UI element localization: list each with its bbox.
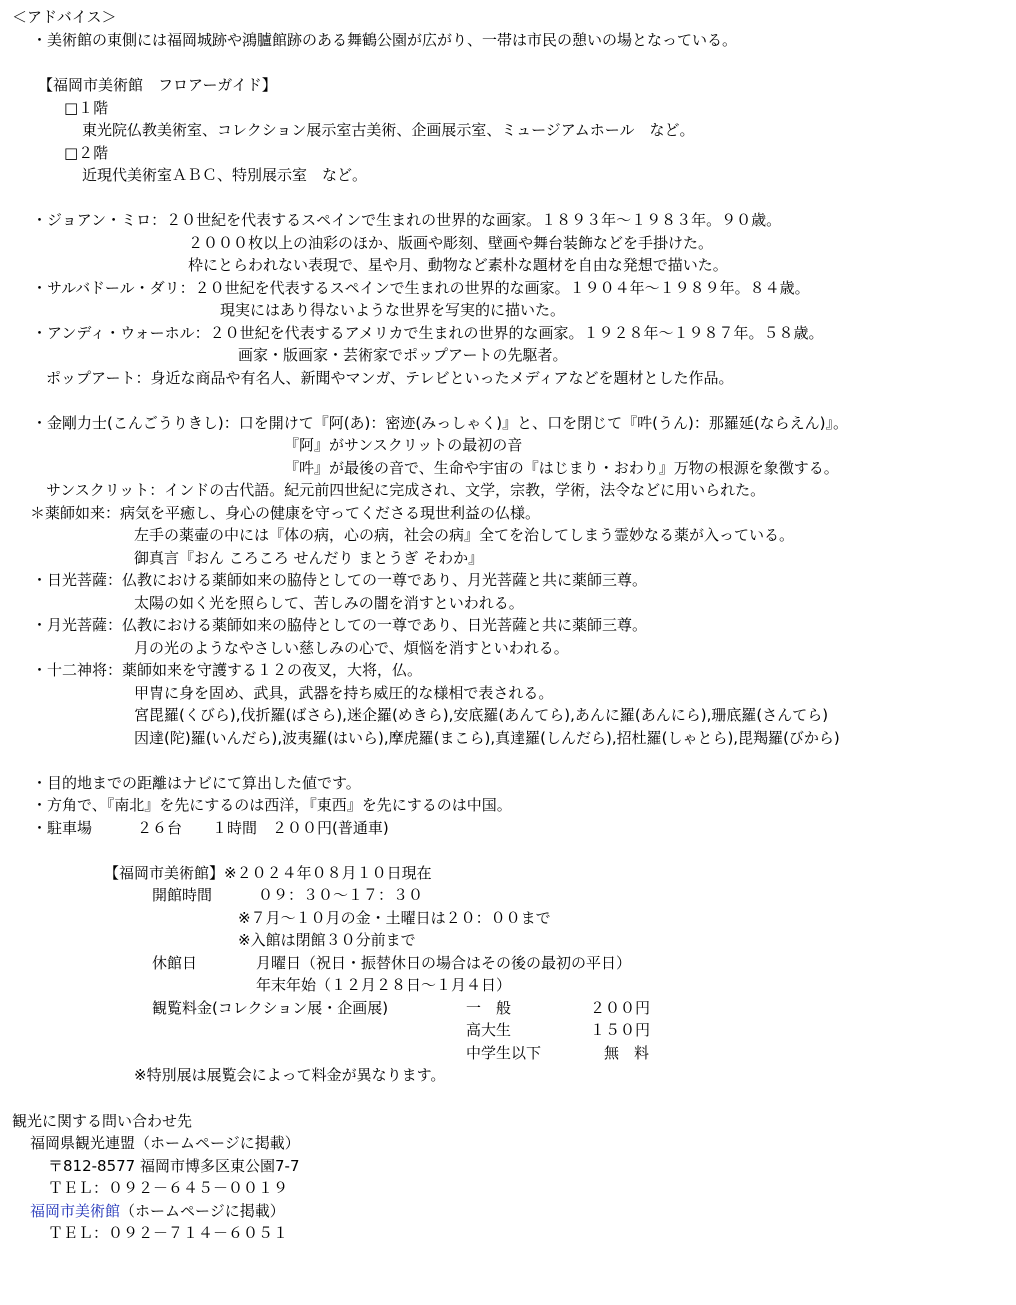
- closed-value-2: 年末年始（１２月２８日～１月４日）: [256, 976, 512, 994]
- floor1-text: 東光院仏教美術室、コレクション展示室古美術、企画展示室、ミュージアムホール など。: [82, 121, 695, 139]
- contacts-heading: 観光に関する問い合わせ先: [12, 1112, 193, 1130]
- gakko-line-1: ・月光菩薩：仏教における薬師如来の脇侍としての一尊であり、日光菩薩と共に薬師三尊。: [32, 616, 648, 634]
- note-direction: ・方角で、『南北』を先にするのは西洋，『東西』を先にするのは中国。: [32, 796, 512, 814]
- org1-suffix: （ホームページに掲載）: [135, 1134, 300, 1152]
- special-exhibit-note: ※特別展は展覧会によって料金が異なります。: [134, 1066, 446, 1084]
- floor2-label: □２階: [64, 144, 109, 162]
- museum-info-header: 【福岡市美術館】※２０２４年０８月１０日現在: [104, 864, 432, 882]
- org2-suffix: （ホームページに掲載）: [120, 1202, 285, 1220]
- popart-definition: ポップアート：身近な商品や有名人、新聞やマンガ、テレビといったメディアなどを題材とした作品。: [46, 369, 734, 387]
- fee-high-label: 高大生: [466, 1021, 512, 1039]
- org2-name-link[interactable]: 福岡市美術館: [30, 1202, 121, 1220]
- yakushi-line-2: 左手の薬壷の中には『体の病，心の病，社会の病』全てを治してしまう霊妙なる薬が入っている。: [134, 526, 795, 544]
- nikko-line-2: 太陽の如く光を照らして、苦しみの闇を消すといわれる。: [134, 594, 524, 612]
- juni-line-3: 宮毘羅(くびら),伐折羅(ばさら),迷企羅(めきら),安底羅(あんてら),あんに羅(あんにら),珊底羅(さんてら): [134, 706, 829, 724]
- fee-junior-value: 無 料: [604, 1044, 650, 1062]
- hours-note-2: ※入館は閉館３０分前まで: [238, 931, 416, 949]
- miro-line-2: ２０００枚以上の油彩のほか、版画や彫刻、壁画や舞台装飾などを手掛けた。: [188, 234, 714, 252]
- advice-park: ・美術館の東側には福岡城跡や鴻臚館跡のある舞鶴公園が広がり、一帯は市民の憩いの場となっている。: [32, 31, 738, 49]
- hours-value: ０９：３０～１７：３０: [258, 886, 424, 904]
- kongo-line-2: 『阿』がサンスクリットの最初の音: [284, 436, 523, 454]
- org2-tel: ＴＥＬ：０９２－７１４－６０５１: [48, 1224, 289, 1242]
- fee-high-value: １５０円: [590, 1021, 651, 1039]
- warhol-line-2: 画家・版画家・芸術家でポップアートの先駆者。: [238, 346, 568, 364]
- gakko-line-2: 月の光のようなやさしい慈しみの心で、煩悩を消すといわれる。: [134, 639, 569, 657]
- contact-org1: [30, 1132, 300, 1154]
- hours-label: 開館時間: [152, 886, 213, 904]
- fee-general-label: 一 般: [466, 999, 512, 1017]
- dali-line-1: ・サルバドール・ダリ：２０世紀を代表するスペインで生まれの世界的な画家。１９０４年～１９８９年。８４歳。: [32, 279, 810, 297]
- juni-line-1: ・十二神将：薬師如来を守護する１２の夜叉，大将，仏。: [32, 661, 423, 679]
- sanskrit-definition: サンスクリット：インドの古代語。紀元前四世紀に完成され、文学，宗教，学術，法令などに用いられた。: [46, 481, 766, 499]
- yakushi-line-3: 御真言『おん ころころ せんだり まとうぎ そわか』: [134, 549, 484, 567]
- juni-line-4: 因達(陀)羅(いんだら),波夷羅(はいら),摩虎羅(まこら),真達羅(しんだら),招杜羅(しゃとら),毘羯羅(びから): [134, 729, 840, 747]
- closed-label: 休館日: [152, 954, 198, 972]
- kongo-line-3: 『吽』が最後の音で、生命や宇宙の『はじまり・おわり』万物の根源を象徴する。: [284, 459, 839, 477]
- floor1-label: □１階: [64, 99, 109, 117]
- juni-line-2: 甲冑に身を固め、武具，武器を持ち威圧的な様相で表される。: [134, 684, 554, 702]
- closed-value-1: 月曜日（祝日・振替休日の場合はその後の最初の平日）: [256, 954, 632, 972]
- dali-line-2: 現実にはあり得ないような世界を写実的に描いた。: [220, 301, 566, 319]
- advice-heading: ＜アドバイス＞: [12, 8, 117, 26]
- miro-line-3: 枠にとらわれない表現で、星や月、動物など素朴な題材を自由な発想で描いた。: [188, 256, 728, 274]
- miro-line-1: ・ジョアン・ミロ：２０世紀を代表するスペインで生まれの世界的な画家。１８９３年～１９８３年。９０歳。: [32, 211, 782, 229]
- floor-guide-title: 【福岡市美術館 フロアーガイド】: [38, 76, 277, 94]
- nikko-line-1: ・日光菩薩：仏教における薬師如来の脇侍としての一尊であり、月光菩薩と共に薬師三尊。: [32, 571, 648, 589]
- note-parking: ・駐車場 ２６台 １時間 ２００円(普通車): [32, 819, 389, 837]
- org1-name: 福岡県観光連盟: [30, 1134, 136, 1152]
- fee-label: 観覧料金(コレクション展・企画展): [152, 999, 389, 1017]
- org1-address: 〒812-8577 福岡市博多区東公園7-7: [48, 1157, 300, 1175]
- floor2-text: 近現代美術室ＡＢＣ、特別展示室 など。: [82, 166, 368, 184]
- yakushi-line-1: ＊薬師如来：病気を平癒し、身心の健康を守ってくださる現世利益の仏様。: [30, 504, 541, 522]
- warhol-line-1: ・アンディ・ウォーホル：２０世紀を代表するアメリカで生まれの世界的な画家。１９２８年～１９８７年。５８歳。: [32, 324, 824, 342]
- note-distance: ・目的地までの距離はナビにて算出した値です。: [32, 774, 361, 792]
- fee-general-value: ２００円: [590, 999, 651, 1017]
- kongo-line-1: ・金剛力士(こんごうりきし)：口を開けて『阿(あ)：密迹(みっしゃく)』と、口を閉じて『吽(うん)：那羅延(ならえん)』。: [32, 414, 849, 432]
- hours-note-1: ※７月～１０月の金・土曜日は２０：００まで: [238, 909, 551, 927]
- fee-junior-label: 中学生以下: [466, 1044, 542, 1062]
- org1-tel: ＴＥＬ：０９２－６４５－００１９: [48, 1179, 289, 1197]
- contact-org2: [30, 1200, 285, 1222]
